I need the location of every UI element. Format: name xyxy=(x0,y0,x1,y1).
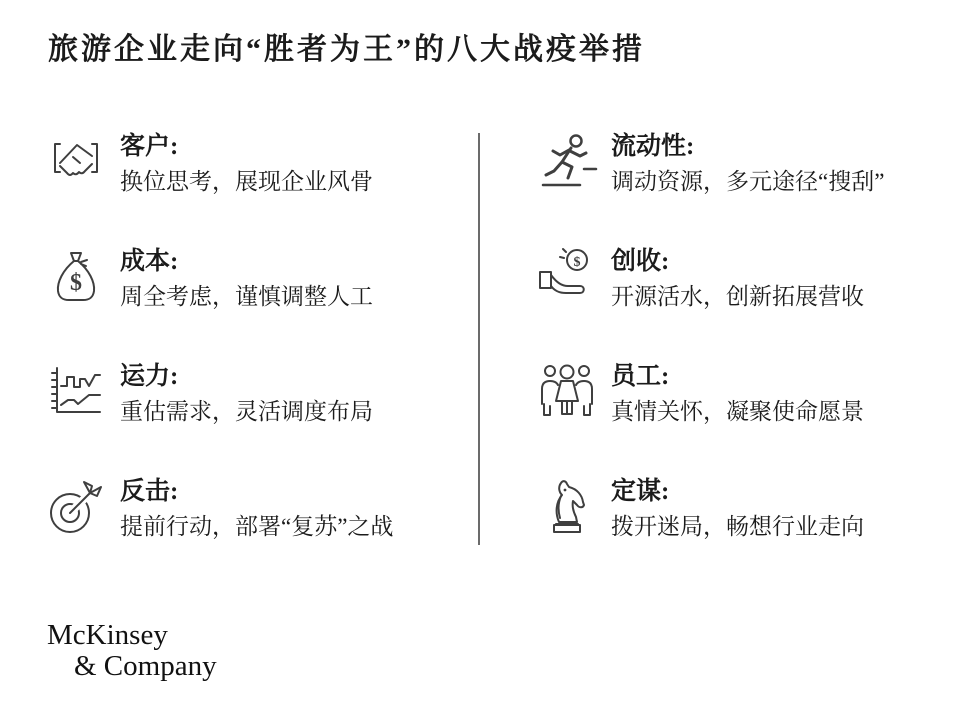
item-description: 提前行动，部署“复苏”之战 xyxy=(120,514,394,539)
measure-item-customers xyxy=(44,130,480,213)
measure-item-strategy xyxy=(535,475,935,558)
left-column xyxy=(44,130,480,558)
item-title: 员工: xyxy=(611,363,670,390)
item-title: 流动性: xyxy=(611,133,695,160)
item-title: 反击: xyxy=(120,478,179,505)
item-description: 真情关怀，凝聚使命愿景 xyxy=(611,399,864,424)
mckinsey-logo xyxy=(47,620,217,683)
money-bag-icon xyxy=(44,245,108,309)
measure-item-revenue xyxy=(535,245,935,328)
svg-text:$: $ xyxy=(70,270,82,296)
item-description: 拨开迷局，畅想行业走向 xyxy=(611,514,864,539)
coin-hand-icon xyxy=(535,245,599,309)
svg-text:$: $ xyxy=(573,255,581,270)
item-description: 重估需求，灵活调度布局 xyxy=(120,399,373,424)
item-description: 换位思考，展现企业风骨 xyxy=(120,169,373,194)
chess-knight-icon xyxy=(535,475,599,539)
measure-item-liquidity xyxy=(535,130,935,213)
people-icon xyxy=(535,360,599,424)
measure-item-capacity xyxy=(44,360,480,443)
right-column xyxy=(535,130,935,558)
item-title: 成本: xyxy=(120,248,179,275)
item-title: 定谋: xyxy=(611,478,670,505)
measure-item-employees xyxy=(535,360,935,443)
page-title: 旅游企业走向“胜者为王”的八大战疫举措 xyxy=(48,33,645,66)
line-chart-icon xyxy=(44,360,108,424)
item-title: 创收: xyxy=(611,248,670,275)
item-title: 客户: xyxy=(120,133,179,160)
logo-line-2: & Company xyxy=(74,650,217,683)
item-description: 开源活水，创新拓展营收 xyxy=(611,284,864,309)
measure-item-counterattack xyxy=(44,475,480,558)
item-description: 周全考虑，谨慎调整人工 xyxy=(120,284,373,309)
runner-icon xyxy=(535,130,599,194)
target-arrow-icon xyxy=(44,475,108,539)
item-title: 运力: xyxy=(120,363,179,390)
logo-line-1: McKinsey xyxy=(47,619,168,651)
measures-grid xyxy=(44,130,935,558)
handshake-icon xyxy=(44,130,108,194)
item-description: 调动资源，多元途径“搜刮” xyxy=(611,169,885,194)
measure-item-cost xyxy=(44,245,480,328)
